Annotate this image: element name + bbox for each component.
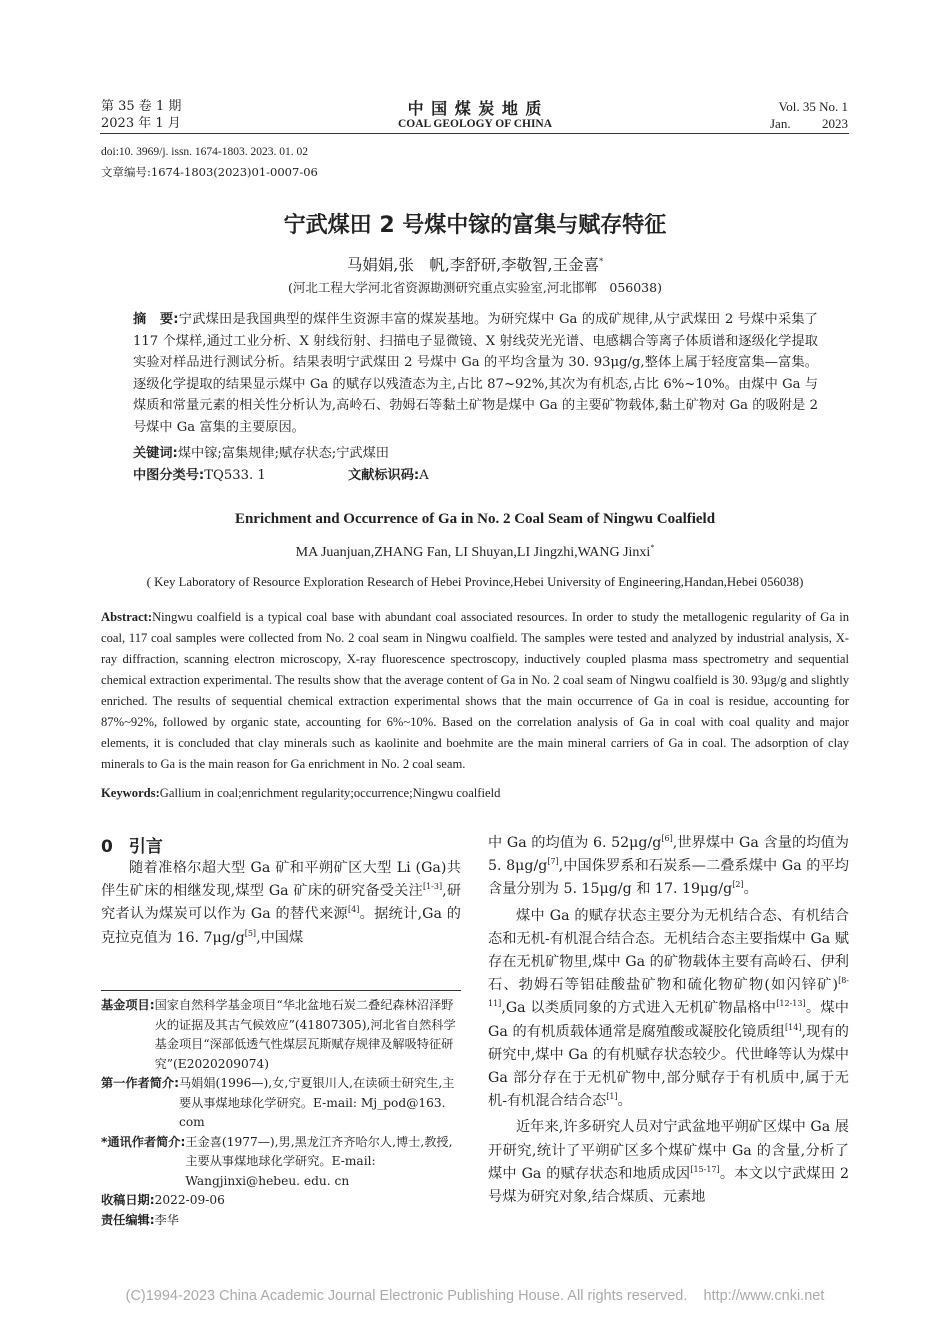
authors-cn: 马娟娟,张 帆,李舒研,李敬智,王金喜* (346, 256, 604, 274)
doi: doi:10. 3969/j. issn. 1674-1803. 2023. 01. 02 (101, 146, 309, 158)
abstract-cn: 摘 要:宁武煤田是我国典型的煤伴生资源丰富的煤炭基地。为研究煤中 Ga 的成矿规律,从宁武煤田 2 号煤中采集了 117 个煤样,通过工业分析、X 射线衍射、扫描电子显微镜、X 射线荧光光谱、电感耦合等离子体质谱和逐级化学提取实验对样品进行测试分析。结果表明宁武煤田 2 号煤中 Ga 的平均含量为 30. 93μg/g,整体上属于轻度富集—富集。逐级化学提取的结果显示煤中 Ga 的赋存以残渣态为主,占比 87~92%,其次为有机态,占比 6%~10%。由煤中 Ga 与煤质和常量元素的相关性分析认为,高岭石、勃姆石等黏土矿物是煤中 Ga 的主要矿物载体,黏土矿物对 Ga 的吸附是 2 号煤中 Ga 富集的主要原因。 (133, 312, 818, 435)
authors-en: MA Juanjuan,ZHANG Fan, LI Shuyan,LI Jingzhi,WANG Jinxi* (295, 543, 655, 560)
first-author-note: 第一作者简介: 马娟娟(1996—),女,宁夏银川人,在读硕士研究生,主要从事煤地球化学研究。E-mail: Mj_pod@163. com (101, 1076, 455, 1129)
affiliation-cn: (河北工程大学河北省资源勘测研究重点实验室,河北邯郸 056038) (288, 280, 662, 295)
intro-right-column (488, 832, 849, 1209)
header-year-en: 2023 (822, 116, 848, 131)
paper-title-en: Enrichment and Occurrence of Ga in No. 2 Coal Seam of Ningwu Coalfield (234, 511, 716, 527)
header-volume-en: Vol. 35 No. 1 (778, 99, 848, 114)
affiliation-en: ( Key Laboratory of Resource Exploration Research of Hebei Province,Hebei University of Engineering,Handan,Hebei 056038) (146, 575, 804, 589)
intro-paragraph-left: 随着准格尔超大型 Ga 矿和平朔矿区大型 Li (Ga)共伴生矿床的相继发现,煤型 Ga 矿床的研究备受关注[1-3],研究者认为煤炭可以作为 Ga 的替代来源[4]。据统计,Ga 的克拉克值为 16. 7μg/g[5],中国煤 (101, 860, 462, 946)
responsible-editor: 责任编辑:李华 (101, 1212, 179, 1227)
header-month-en: Jan. (770, 116, 791, 131)
footnote-rule (101, 990, 461, 991)
section-heading: 0 引言 (101, 837, 163, 857)
paper-title-cn: 宁武煤田 2 号煤中镓的富集与赋存特征 (283, 213, 667, 238)
header-volume-cn: 第 35 卷 1 期 (101, 99, 182, 114)
keywords-cn: 关键词:煤中镓;富集规律;赋存状态;宁武煤田 (133, 446, 389, 461)
document-code: 文献标识码:A (348, 468, 429, 483)
corresponding-author-note: *通讯作者简介: 王金喜(1977—),男,黑龙江齐齐哈尔人,博士,教授,主要从事煤地球化学研究。E-mail: Wangjinxi@hebeu. edu. cn (101, 1134, 453, 1188)
copyright-line: (C)1994-2023 China Academic Journal Electronic Publishing House. All rights reserved. http://www.cnki.net (125, 1288, 825, 1304)
journal-title-en: COAL GEOLOGY OF CHINA (397, 118, 553, 130)
article-number: 文章编号:1674-1803(2023)01-0007-06 (101, 165, 318, 179)
clc-number: 中图分类号:TQ533. 1 (133, 468, 266, 483)
header-date-cn: 2023 年 1 月 (101, 116, 181, 131)
journal-title-cn: 中 国 煤 炭 地 质 (407, 99, 543, 118)
received-date: 收稿日期:2022-09-06 (101, 1193, 225, 1207)
right-paragraph-2: 煤中 Ga 的赋存状态主要分为无机结合态、有机结合态和无机-有机混合结合态。无机结合态主要指煤中 Ga 赋存在无机矿物里,煤中 Ga 的矿物载体主要有高岭石、伊利石、勃姆石等铝硅酸盐矿物和硫化物矿物(如闪锌矿)[8-11],Ga 以类质同象的方式进入无机矿物晶格中[12-13]。煤中 Ga 的有机质载体通常是腐殖酸或凝胶化镜质组[14],现有的研究中,煤中 Ga 的有机赋存状态较少。代世峰等认为煤中 Ga 部分存在于无机矿物中,部分赋存于有机质中,属于无机-有机混合结合态[1]。 (488, 907, 849, 1110)
keywords-en: Keywords:Gallium in coal;enrichment regularity;occurrence;Ningwu coalfield (101, 786, 501, 800)
header-rule (100, 133, 849, 134)
right-paragraph-3: 近年来,许多研究人员对宁武盆地平朔矿区煤中 Ga 展开研究,统计了平朔矿区多个煤矿煤中 Ga 的含量,分析了煤中 Ga 的赋存状态和地质成因[15-17]。本文以宁武煤田 2 号煤为研究对象,结合煤质、元素地 (488, 1119, 850, 1206)
fund-note: 基金项目: 国家自然科学基金项目“华北盆地石炭二叠纪森林沼泽野火的证据及其古气候效应”(41807305),河北省自然科学基金项目“深部低透气性煤层瓦斯赋存规律及解吸特征研究”(E2020209074) (101, 998, 456, 1071)
footnotes (101, 996, 461, 1230)
right-paragraph-1: 中 Ga 的均值为 6. 52μg/g[6],世界煤中 Ga 含量的均值为 5. 8μg/g[7],中国侏罗系和石炭系—二叠系煤中 Ga 的平均含量分别为 5. 15μg/g 和 17. 19μg/g[2]。 (488, 834, 849, 898)
abstract-en: Abstract:Ningwu coalfield is a typical coal base with abundant coal associated resources. In order to study the metallogenic regularity of Ga in coal, 117 coal samples were collected from No. 2 coal seam in Ningwu coalfield. The samples were tested and analyzed by industrial analysis, X-ray diffraction, scanning electron microscopy, X-ray fluorescence spectroscopy, inductively coupled plasma mass spectrometry and sequential chemical extraction experimental. The results show that the average content of Ga in No. 2 coal seam of Ningwu coalfield is 30. 93μg/g and slightly enriched. The results of sequential chemical extraction experimental shows that the main occurrence of Ga in coal is residue, accounting for 87%~92%, followed by organic state, accounting for 6%~10%. Based on the correlation analysis of Ga in coal with coal quality and major elements, it is concluded that clay minerals such as kaolinite and boehmite are the main mineral carriers of Ga in coal. The adsorption of clay minerals to Ga is the main reason for Ga enrichment in No. 2 coal seam. (101, 610, 849, 771)
